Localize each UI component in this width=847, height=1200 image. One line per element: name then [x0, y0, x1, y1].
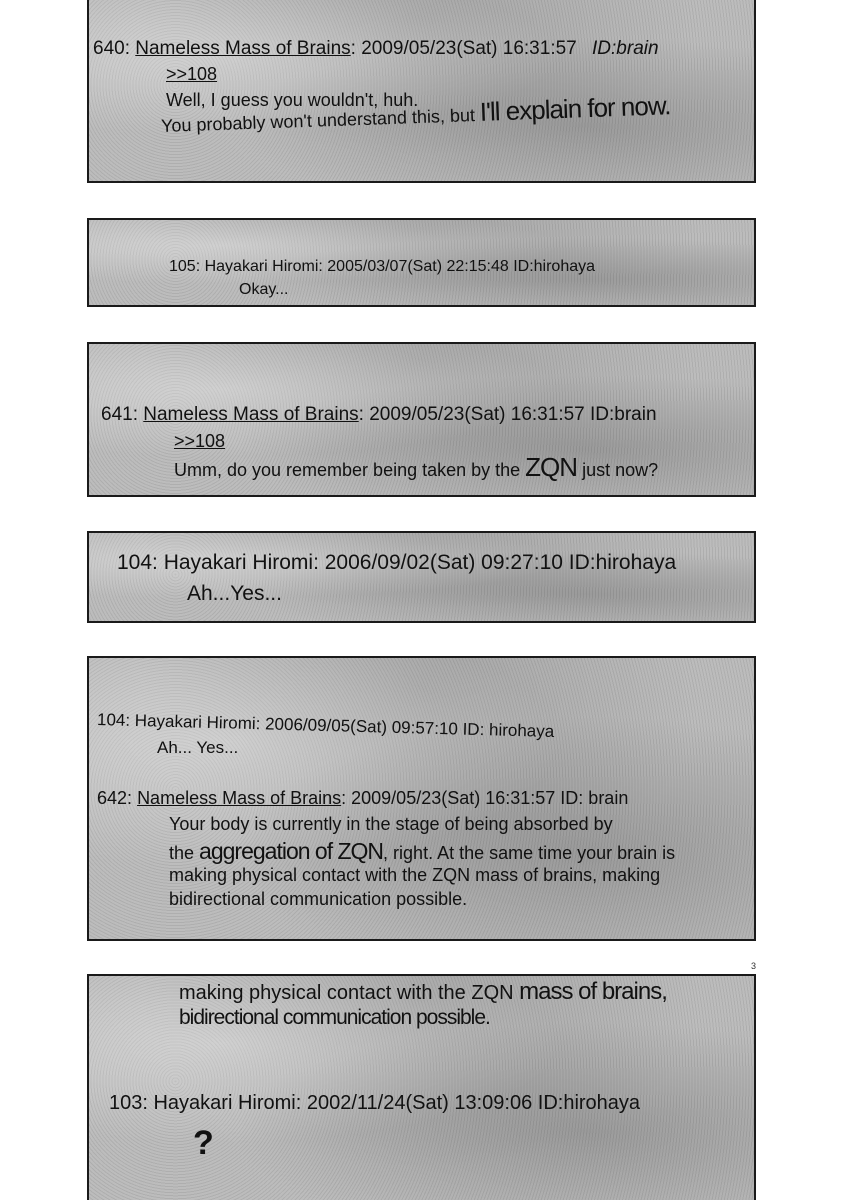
panel-post-641 — [87, 342, 756, 497]
panel-post-105 — [87, 218, 756, 307]
post-header: 640: Nameless Mass of Brains: 2009/05/23(Sat) 16:31:57 ID:brain — [93, 38, 659, 59]
post-line-2: bidirectional communication possible. — [179, 1006, 490, 1029]
poster-id: ID:brain — [592, 38, 659, 59]
post-meta: : 2009/05/23(Sat) 16:31:57 — [350, 38, 577, 59]
post-line-3: making physical contact with the ZQN mass of brains, making — [169, 865, 661, 885]
post-104-line-1: Ah... Yes... — [157, 738, 239, 757]
post-line-1-end: just now? — [577, 460, 659, 480]
panel-post-640 — [87, 0, 756, 183]
reply-link: >>108 — [166, 64, 218, 84]
panel-post-642 — [87, 656, 756, 941]
post-line-1-start: Umm, do you remember being taken by the — [174, 460, 526, 480]
post-line-1-emphasis: mass of brains, — [519, 978, 667, 1005]
post-line-2-end: , right. At the same time your brain is — [383, 843, 676, 863]
post-line-1: Ah...Yes... — [187, 582, 282, 605]
post-meta: : 2009/05/23(Sat) 16:31:57 ID: brain — [341, 788, 629, 808]
post-number: 642: — [97, 788, 133, 808]
poster-name: Nameless Mass of Brains — [143, 404, 359, 425]
post-line-1 — [174, 452, 658, 483]
poster-name: Nameless Mass of Brains — [137, 788, 342, 808]
post-number: 641: — [101, 404, 138, 425]
post-line-1: Well, I guess you wouldn't, huh. — [166, 90, 419, 110]
post-line-2-emphasis: aggregation of ZQN — [199, 838, 384, 864]
post-header-104: 104: Hayakari Hiromi: 2006/09/05(Sat) 09:57:10 ID: hirohaya — [96, 710, 555, 741]
post-line-2-start: You probably won't understand this, but — [160, 104, 481, 136]
post-line-1 — [179, 978, 667, 1006]
reply-link: >>108 — [174, 431, 226, 451]
post-line-2 — [169, 838, 675, 865]
post-line-1: Okay... — [239, 281, 289, 298]
post-header: 105: Hayakari Hiromi: 2005/03/07(Sat) 22:15:48 ID:hirohaya — [169, 258, 596, 275]
post-line-1: Your body is currently in the stage of being absorbed by — [169, 814, 613, 834]
panel-post-104 — [87, 531, 756, 623]
post-header: 103: Hayakari Hiromi: 2002/11/24(Sat) 13:09:06 ID:hirohaya — [109, 1092, 641, 1114]
post-header: 104: Hayakari Hiromi: 2006/09/02(Sat) 09:27:10 ID:hirohaya — [117, 551, 677, 574]
page-number: 3 — [751, 961, 757, 971]
question-mark: ? — [193, 1124, 214, 1162]
post-header — [97, 788, 628, 809]
post-line-2-emphasis: I'll explain for now. — [479, 90, 671, 127]
post-header — [101, 404, 657, 426]
panel-post-103 — [87, 974, 756, 1200]
poster-name: Nameless Mass of Brains — [135, 38, 351, 59]
post-meta: : 2009/05/23(Sat) 16:31:57 ID:brain — [358, 404, 657, 425]
post-line-2-start: the — [169, 843, 200, 863]
post-line-4: bidirectional communication possible. — [169, 889, 468, 909]
post-line-1-start: making physical contact with the ZQN — [179, 982, 520, 1004]
post-number: 640 — [93, 38, 125, 59]
zqn-emphasis: ZQN — [525, 452, 578, 482]
